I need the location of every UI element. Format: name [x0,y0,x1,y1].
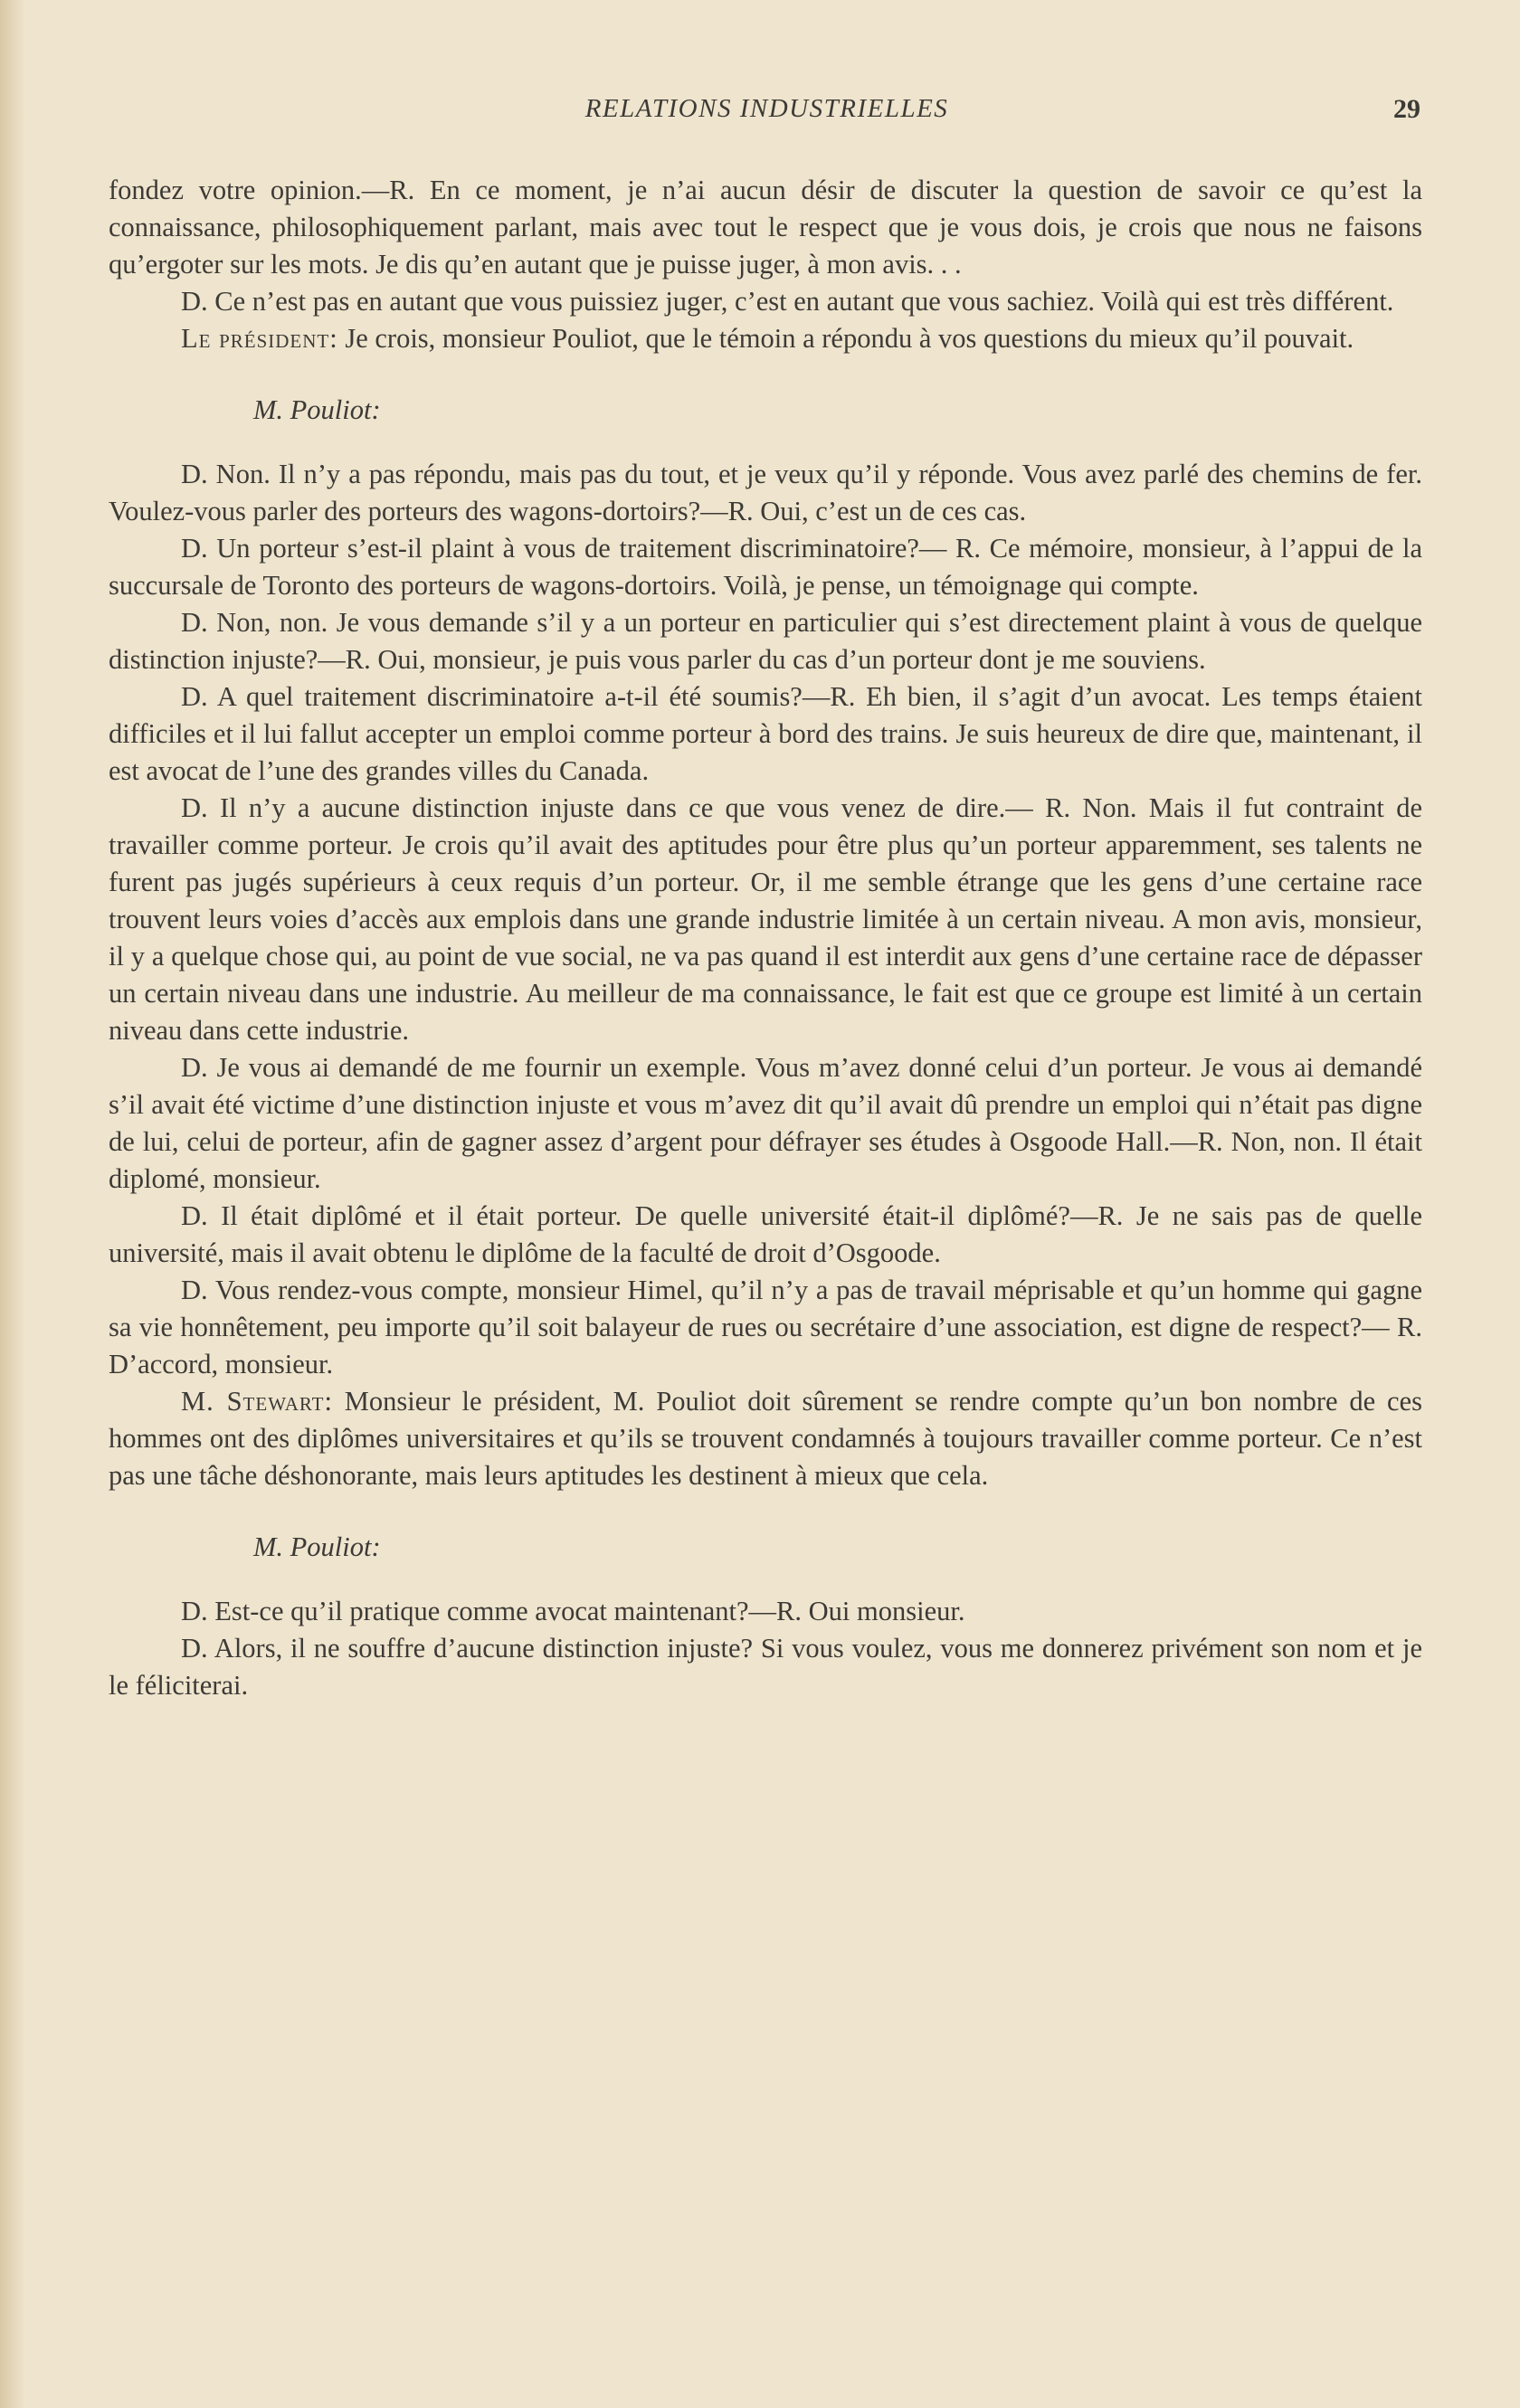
paragraph: D. Vous rendez-vous compte, monsieur Himel, qu’il n’y a pas de travail méprisable et qu’un homme qui gagne sa vie honnêtement, peu importe qu’il soit balayeur de rues ou secrétaire d’une association, est digne de respect?— R. D’accord, monsieur. [109,1275,1422,1379]
speaker-heading: M. Pouliot: [253,394,381,425]
paragraph: D. Ce n’est pas en autant que vous puissiez juger, c’est en autant que vous sachiez. Voilà qui est très différent. [181,286,1394,317]
paragraph: D. Alors, il ne souffre d’aucune distinction injuste? Si vous voulez, vous me donnerez privément son nom et je le féliciterai. [109,1633,1422,1701]
running-title: RELATIONS INDUSTRIELLES [584,94,949,123]
paragraph-text: Monsieur le président, M. Pouliot doit sûrement se rendre compte qu’un bon nombre de ces hommes ont des diplômes universitaires et qu’ils se trouvent condamnés à toujours travailler comme porteur. Ce n’est pas une tâche déshonorante, mais leurs aptitudes les destinent à mieux que cela. [109,1386,1422,1491]
paragraph [109,1383,1422,1494]
page-number: 29 [1393,94,1420,124]
body-text [109,172,1422,1704]
paragraph: D. Non, non. Je vous demande s’il y a un porteur en particulier qui s’est directement plaint à vous de quelque distinction injuste?—R. Oui, monsieur, je puis vous parler du cas d’un porteur dont je me souviens. [109,607,1422,675]
paragraph-text: Je crois, monsieur Pouliot, que le témoin a répondu à vos questions du mieux qu’il pouvait. [337,323,1354,354]
page-edge [0,0,25,2408]
paragraph: D. Un porteur s’est-il plaint à vous de traitement discriminatoire?— R. Ce mémoire, monsieur, à l’appui de la succursale de Toronto des porteurs de wagons-dortoirs. Voilà, je pense, un témoignage qui compte. [109,533,1422,601]
paragraph: D. Est-ce qu’il pratique comme avocat maintenant?—R. Oui monsieur. [181,1596,965,1626]
paragraph: fondez votre opinion.—R. En ce moment, je n’ai aucun désir de discuter la question de savoir ce qu’est la connaissance, philosophiquement parlant, mais avec tout le respect que je vous dois, je crois que nous ne faisons qu’ergoter sur les mots. Je dis qu’en autant que je puisse juger, à mon avis. . . [109,175,1422,280]
paragraph [109,320,1422,357]
speaker-heading: M. Pouliot: [253,1531,381,1562]
paragraph: D. Je vous ai demandé de me fournir un exemple. Vous m’avez donné celui d’un porteur. Je vous ai demandé s’il avait été victime d’une distinction injuste et vous m’avez dit qu’il avait dû prendre un emploi qui n’était pas digne de lui, celui de porteur, afin de gagner assez d’argent pour défrayer ses études à Osgoode Hall.—R. Non, non. Il était diplomé, monsieur. [109,1052,1422,1194]
page-header [113,94,1420,130]
speaker-name: M. Stewart: [181,1386,333,1417]
paragraph: D. Il n’y a aucune distinction injuste dans ce que vous venez de dire.— R. Non. Mais il fut contraint de travailler comme porteur. Je crois qu’il avait des aptitudes pour être plus qu’un porteur apparemment, ses talents ne furent pas jugés supérieurs à ceux requis d’un porteur. Or, il me semble étrange que les gens d’une certaine race trouvent leurs voies d’accès aux emplois dans une grande industrie limitée à un certain niveau. A mon avis, monsieur, il y a quelque chose qui, au point de vue social, ne va pas quand il est interdit aux gens d’une certaine race de dépasser un certain niveau dans une industrie. Au meilleur de ma connaissance, le fait est que ce groupe est limité à un certain niveau dans cette industrie. [109,792,1422,1046]
paragraph: D. Non. Il n’y a pas répondu, mais pas du tout, et je veux qu’il y réponde. Vous avez parlé des chemins de fer. Voulez-vous parler des porteurs des wagons-dortoirs?—R. Oui, c’est un de ces cas. [109,459,1422,526]
paragraph: D. Il était diplômé et il était porteur. De quelle université était-il diplômé?—R. Je ne sais pas de quelle université, mais il avait obtenu le diplôme de la faculté de droit d’Osgoode. [109,1200,1422,1268]
speaker-name: Le président: [181,323,338,354]
paragraph: D. A quel traitement discriminatoire a-t-il été soumis?—R. Eh bien, il s’agit d’un avocat. Les temps étaient difficiles et il lui fallut accepter un emploi comme porteur à bord des trains. Je suis heureux de dire que, maintenant, il est avocat de l’une des grandes villes du Canada. [109,681,1422,786]
